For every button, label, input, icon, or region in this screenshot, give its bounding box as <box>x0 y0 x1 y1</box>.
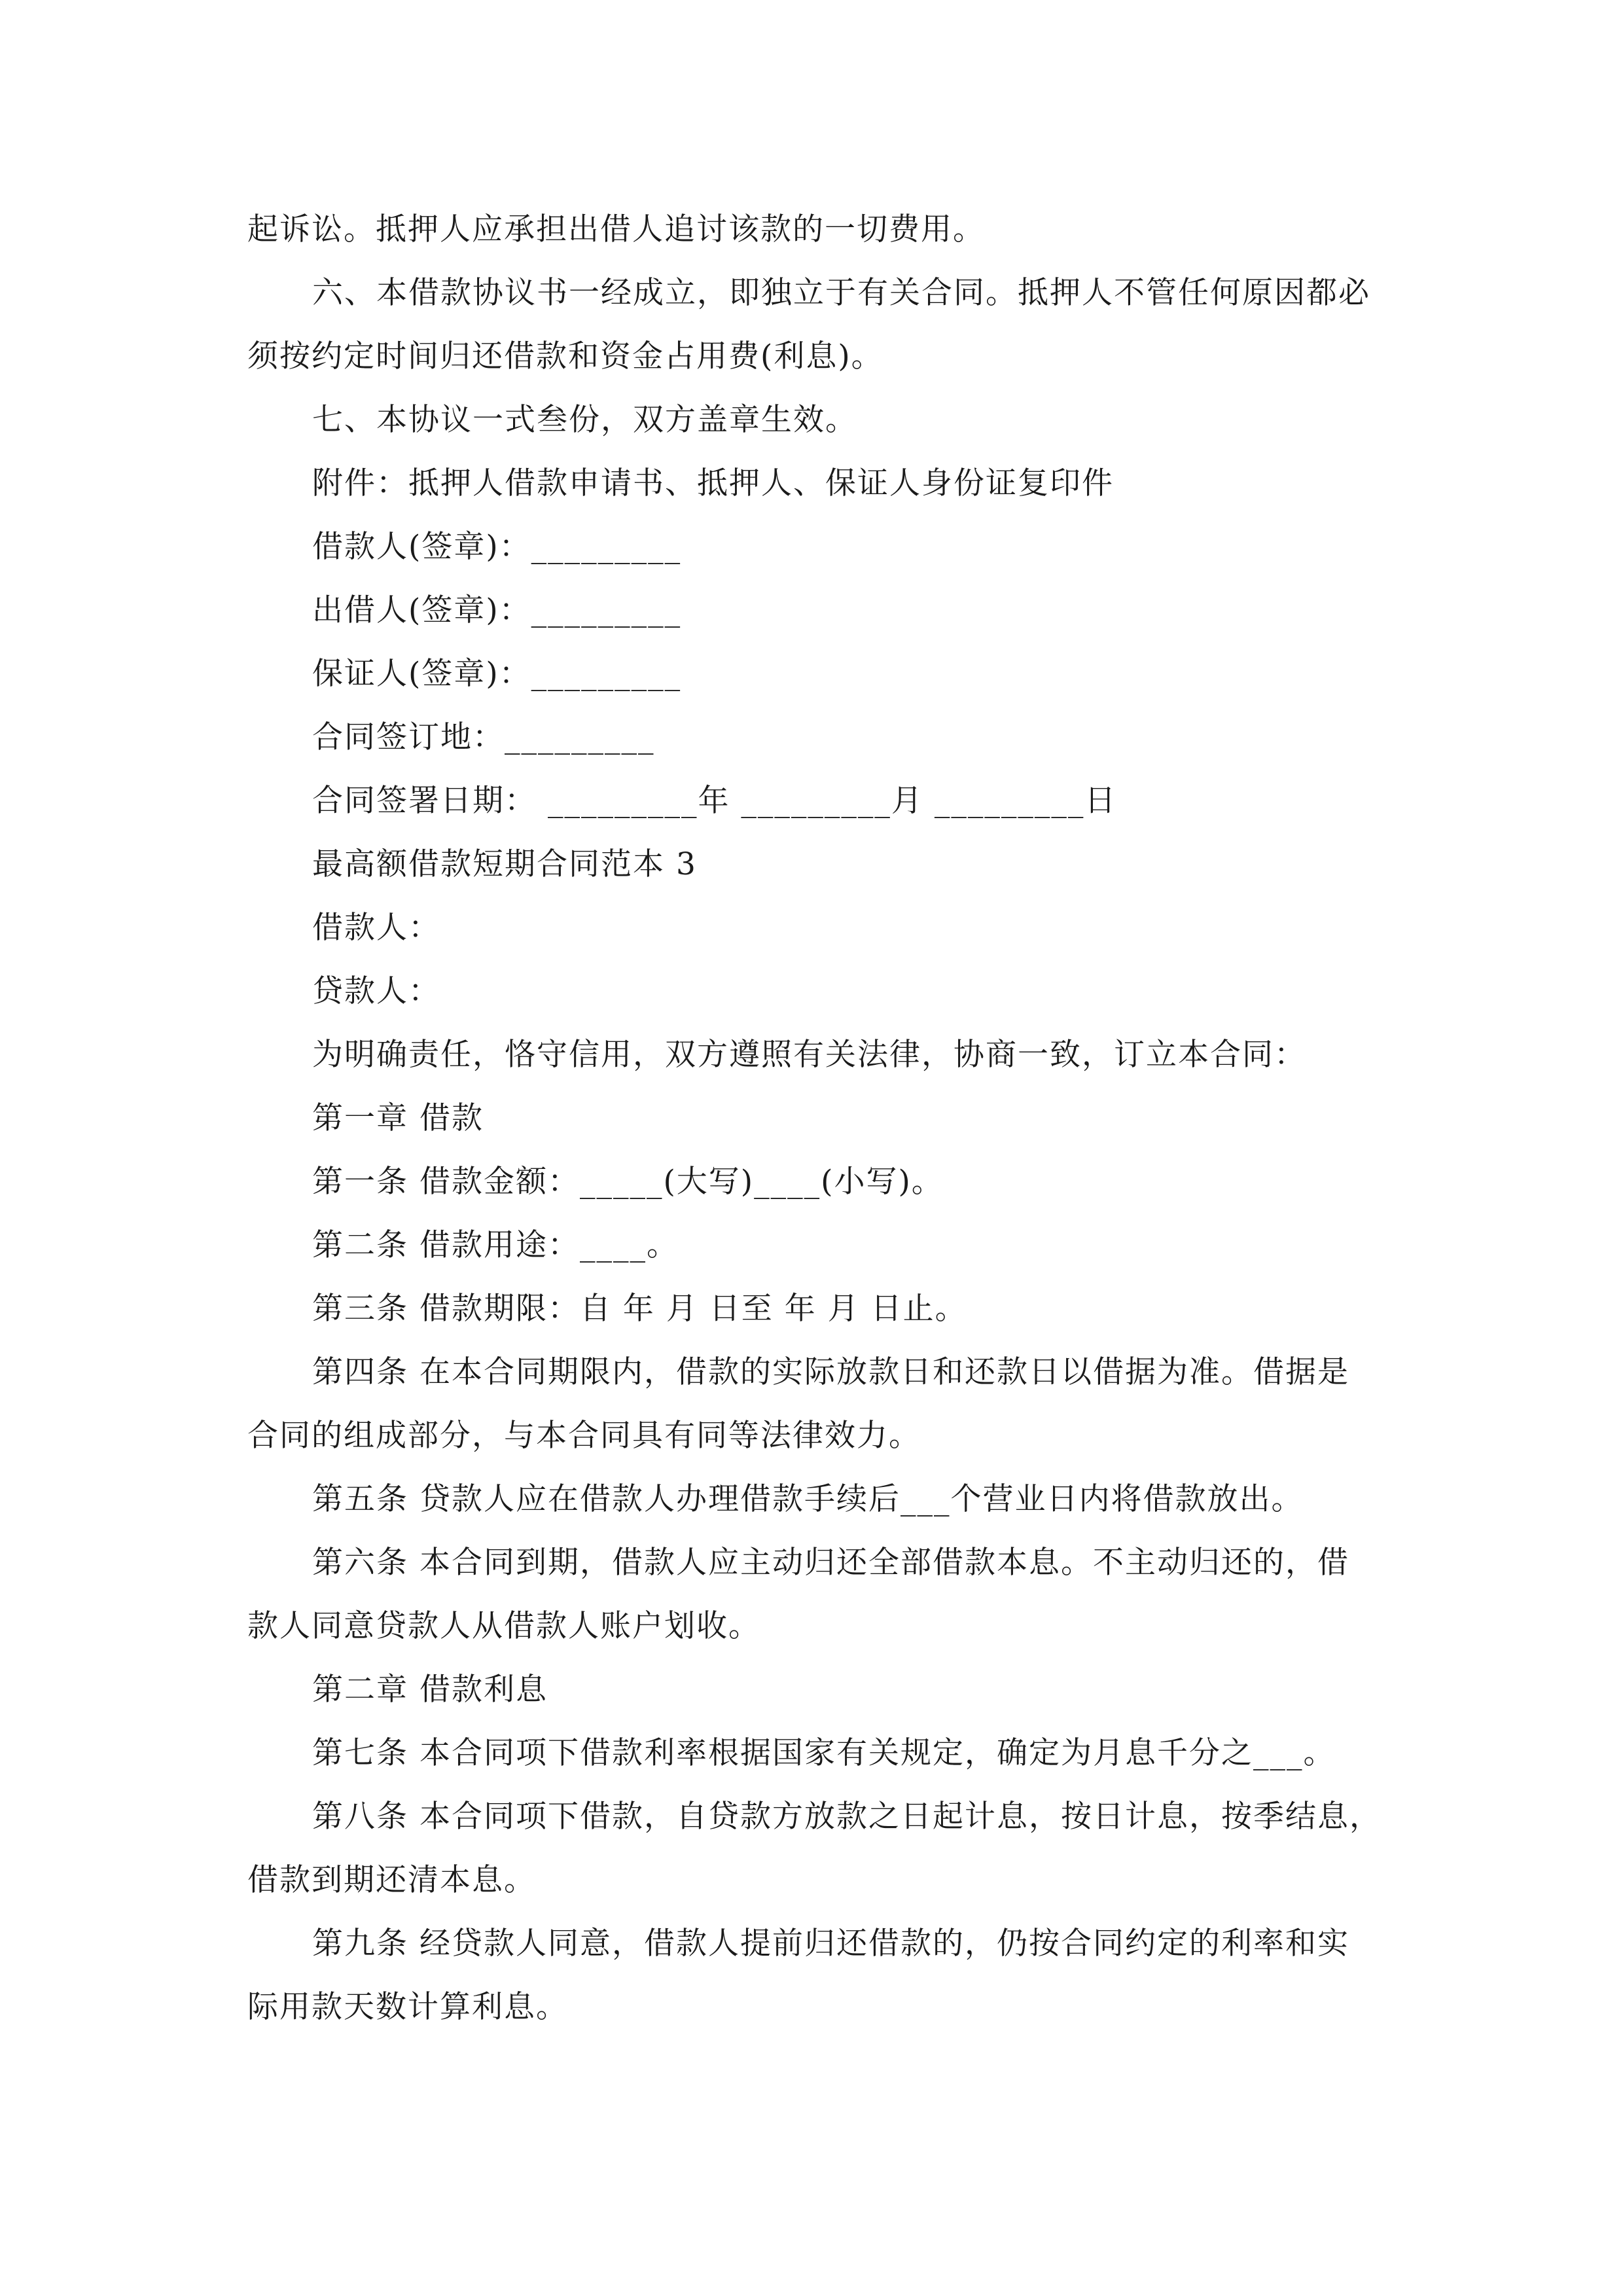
text-line: 七、本协议一式叁份，双方盖章生效。 <box>312 402 857 438</box>
text-line: 为明确责任，恪守信用，双方遵照有关法律，协商一致，订立本合同： <box>312 1037 1306 1073</box>
article-line: 第二条 借款用途：____。 <box>312 1227 679 1263</box>
signature-line: 保证人(签章)：_________ <box>312 656 682 692</box>
signature-line: 出借人(签章)：_________ <box>312 592 682 628</box>
article-line: 第四条 在本合同期限内，借款的实际放款日和还款日以借据为准。借据是 <box>312 1354 1349 1390</box>
signing-date-line: 合同签署日期： _________年 _________月 _________日 <box>312 783 1117 819</box>
article-line: 第八条 本合同项下借款，自贷款方放款之日起计息，按日计息，按季结息， <box>312 1799 1382 1835</box>
text-line: 须按约定时间归还借款和资金占用费(利息)。 <box>247 338 883 374</box>
text-line: 借款到期还清本息。 <box>247 1862 536 1898</box>
article-line: 第七条 本合同项下借款利率根据国家有关规定，确定为月息千分之___。 <box>312 1735 1336 1771</box>
article-line: 第六条 本合同到期，借款人应主动归还全部借款本息。不主动归还的，借 <box>312 1545 1349 1581</box>
text-line: 六、本借款协议书一经成立，即独立于有关合同。抵押人不管任何原因都必 <box>312 275 1370 311</box>
text-line: 际用款天数计算利息。 <box>247 1989 568 2025</box>
article-line: 第一条 借款金额：_____(大写)____(小写)。 <box>312 1164 944 1200</box>
article-line: 第三条 借款期限：自 年 月 日至 年 月 日止。 <box>312 1291 967 1327</box>
section-title: 最高额借款短期合同范本 3 <box>312 846 697 882</box>
text-line: 借款人： <box>312 910 440 946</box>
chapter-heading: 第二章 借款利息 <box>312 1672 548 1708</box>
article-line: 第五条 贷款人应在借款人办理借款手续后___个营业日内将借款放出。 <box>312 1481 1304 1517</box>
text-line: 贷款人： <box>312 973 440 1009</box>
chapter-heading: 第一章 借款 <box>312 1100 484 1136</box>
text-line: 合同的组成部分，与本合同具有同等法律效力。 <box>247 1418 921 1454</box>
signature-line: 借款人(签章)：_________ <box>312 529 682 565</box>
text-line: 款人同意贷款人从借款人账户划收。 <box>247 1608 760 1644</box>
signing-place-line: 合同签订地：_________ <box>312 719 655 755</box>
text-line: 起诉讼。抵押人应承担出借人追讨该款的一切费用。 <box>247 211 985 247</box>
text-line: 附件：抵押人借款申请书、抵押人、保证人身份证复印件 <box>312 465 1114 501</box>
article-line: 第九条 经贷款人同意，借款人提前归还借款的，仍按合同约定的利率和实 <box>312 1926 1349 1962</box>
